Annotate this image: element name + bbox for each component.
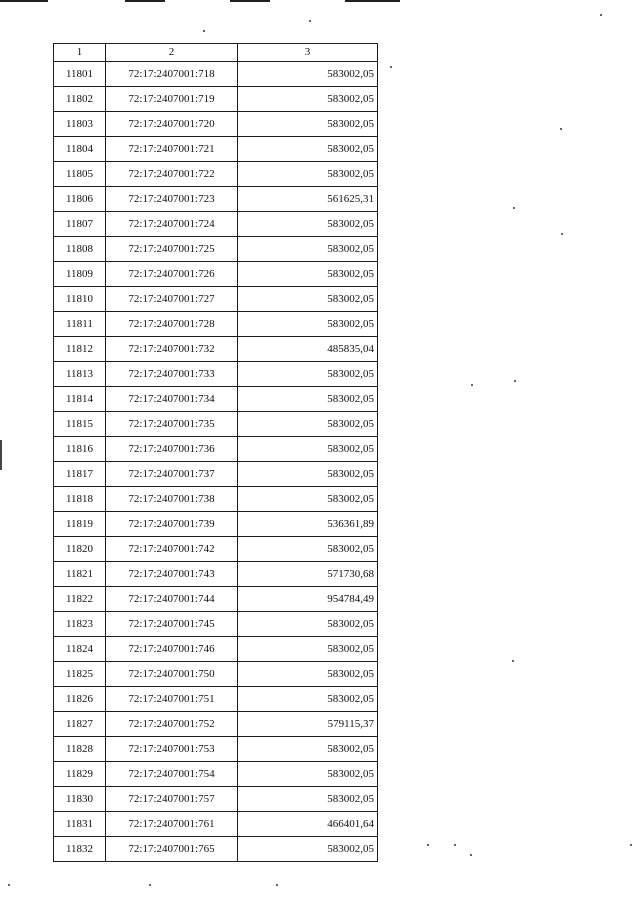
- cadastral-value: 571730,68: [238, 562, 378, 587]
- table-row: [54, 712, 378, 737]
- table-row: [54, 137, 378, 162]
- cadastral-number: 72:17:2407001:724: [106, 212, 238, 237]
- scan-speck: [512, 660, 514, 662]
- cadastral-value: 583002,05: [238, 312, 378, 337]
- row-number: 11805: [54, 162, 106, 187]
- row-number: 11818: [54, 487, 106, 512]
- row-number: 11812: [54, 337, 106, 362]
- table-row: [54, 87, 378, 112]
- cadastral-number: 72:17:2407001:736: [106, 437, 238, 462]
- cadastral-number: 72:17:2407001:753: [106, 737, 238, 762]
- row-number: 11827: [54, 712, 106, 737]
- table-row: [54, 587, 378, 612]
- cadastral-value: 583002,05: [238, 537, 378, 562]
- row-number: 11808: [54, 237, 106, 262]
- row-number: 11819: [54, 512, 106, 537]
- table-row: [54, 237, 378, 262]
- table-row: [54, 337, 378, 362]
- scan-speck: [276, 884, 278, 886]
- table-row: [54, 487, 378, 512]
- cadastral-value: 583002,05: [238, 437, 378, 462]
- scan-speck: [471, 384, 473, 386]
- cadastral-value: 583002,05: [238, 487, 378, 512]
- cadastral-value: 583002,05: [238, 687, 378, 712]
- scan-speck: [513, 207, 515, 209]
- cadastral-number: 72:17:2407001:754: [106, 762, 238, 787]
- scan-speck: [427, 844, 429, 846]
- cadastral-value: 583002,05: [238, 637, 378, 662]
- cadastral-number: 72:17:2407001:750: [106, 662, 238, 687]
- row-number: 11814: [54, 387, 106, 412]
- row-number: 11825: [54, 662, 106, 687]
- row-number: 11817: [54, 462, 106, 487]
- cadastral-value: 579115,37: [238, 712, 378, 737]
- cadastral-number: 72:17:2407001:726: [106, 262, 238, 287]
- scan-speck: [149, 884, 151, 886]
- cadastral-value: 583002,05: [238, 387, 378, 412]
- row-number: 11829: [54, 762, 106, 787]
- cadastral-value: 583002,05: [238, 287, 378, 312]
- cadastral-number: 72:17:2407001:723: [106, 187, 238, 212]
- table-row: [54, 662, 378, 687]
- row-number: 11816: [54, 437, 106, 462]
- scan-top-rule: [0, 0, 48, 2]
- table-row: [54, 762, 378, 787]
- row-number: 11821: [54, 562, 106, 587]
- cadastral-value: 485835,04: [238, 337, 378, 362]
- cadastral-value: 583002,05: [238, 212, 378, 237]
- row-number: 11811: [54, 312, 106, 337]
- scan-top-rule: [125, 0, 165, 2]
- row-number: 11809: [54, 262, 106, 287]
- cadastral-number: 72:17:2407001:739: [106, 512, 238, 537]
- scan-speck: [630, 844, 632, 846]
- table-row: [54, 387, 378, 412]
- cadastral-value: 583002,05: [238, 162, 378, 187]
- cadastral-value: 583002,05: [238, 737, 378, 762]
- cadastral-number: 72:17:2407001:727: [106, 287, 238, 312]
- row-number: 11806: [54, 187, 106, 212]
- cadastral-value: 954784,49: [238, 587, 378, 612]
- table-row: [54, 287, 378, 312]
- column-header: 2: [106, 44, 238, 62]
- table-row: [54, 62, 378, 87]
- cadastral-number: 72:17:2407001:737: [106, 462, 238, 487]
- cadastral-number: 72:17:2407001:761: [106, 812, 238, 837]
- scan-speck: [600, 14, 602, 16]
- row-number: 11831: [54, 812, 106, 837]
- cadastral-value-table: [53, 43, 378, 862]
- row-number: 11803: [54, 112, 106, 137]
- cadastral-value: 536361,89: [238, 512, 378, 537]
- scan-speck: [309, 20, 311, 22]
- cadastral-value: 583002,05: [238, 787, 378, 812]
- table-row: [54, 362, 378, 387]
- cadastral-number: 72:17:2407001:742: [106, 537, 238, 562]
- cadastral-number: 72:17:2407001:719: [106, 87, 238, 112]
- row-number: 11824: [54, 637, 106, 662]
- table-row: [54, 737, 378, 762]
- row-number: 11810: [54, 287, 106, 312]
- table-row: [54, 412, 378, 437]
- cadastral-number: 72:17:2407001:722: [106, 162, 238, 187]
- cadastral-value: 583002,05: [238, 62, 378, 87]
- table-row: [54, 212, 378, 237]
- cadastral-number: 72:17:2407001:720: [106, 112, 238, 137]
- cadastral-value: 583002,05: [238, 362, 378, 387]
- scan-speck: [203, 30, 205, 32]
- table-row: [54, 462, 378, 487]
- cadastral-value: 583002,05: [238, 612, 378, 637]
- row-number: 11802: [54, 87, 106, 112]
- column-header: 1: [54, 44, 106, 62]
- cadastral-number: 72:17:2407001:751: [106, 687, 238, 712]
- row-number: 11801: [54, 62, 106, 87]
- table-row: [54, 812, 378, 837]
- cadastral-number: 72:17:2407001:743: [106, 562, 238, 587]
- cadastral-value: 583002,05: [238, 137, 378, 162]
- cadastral-number: 72:17:2407001:744: [106, 587, 238, 612]
- scan-speck: [8, 884, 10, 886]
- scan-top-rule: [230, 0, 270, 2]
- table-row: [54, 537, 378, 562]
- cadastral-number: 72:17:2407001:746: [106, 637, 238, 662]
- table-row: [54, 262, 378, 287]
- table-row: [54, 112, 378, 137]
- row-number: 11807: [54, 212, 106, 237]
- scan-top-rule: [345, 0, 400, 2]
- table-row: [54, 612, 378, 637]
- cadastral-number: 72:17:2407001:725: [106, 237, 238, 262]
- table-row: [54, 687, 378, 712]
- cadastral-number: 72:17:2407001:765: [106, 837, 238, 862]
- cadastral-value: 466401,64: [238, 812, 378, 837]
- table-row: [54, 312, 378, 337]
- cadastral-value: 583002,05: [238, 837, 378, 862]
- scan-speck: [514, 380, 516, 382]
- cadastral-number: 72:17:2407001:733: [106, 362, 238, 387]
- cadastral-number: 72:17:2407001:745: [106, 612, 238, 637]
- column-header: 3: [238, 44, 378, 62]
- scan-speck: [560, 128, 562, 130]
- cadastral-value: 583002,05: [238, 262, 378, 287]
- cadastral-number: 72:17:2407001:757: [106, 787, 238, 812]
- cadastral-value: 583002,05: [238, 87, 378, 112]
- table-row: [54, 162, 378, 187]
- cadastral-value: 583002,05: [238, 462, 378, 487]
- cadastral-number: 72:17:2407001:734: [106, 387, 238, 412]
- cadastral-value: 583002,05: [238, 112, 378, 137]
- scan-speck: [454, 844, 456, 846]
- table-row: [54, 512, 378, 537]
- table-row: [54, 187, 378, 212]
- cadastral-number: 72:17:2407001:732: [106, 337, 238, 362]
- table-row: [54, 837, 378, 862]
- cadastral-number: 72:17:2407001:718: [106, 62, 238, 87]
- cadastral-number: 72:17:2407001:735: [106, 412, 238, 437]
- cadastral-value: 583002,05: [238, 762, 378, 787]
- cadastral-value: 561625,31: [238, 187, 378, 212]
- scan-speck: [561, 233, 563, 235]
- row-number: 11830: [54, 787, 106, 812]
- row-number: 11815: [54, 412, 106, 437]
- table-row: [54, 437, 378, 462]
- scan-speck: [390, 66, 392, 68]
- cadastral-value: 583002,05: [238, 662, 378, 687]
- row-number: 11804: [54, 137, 106, 162]
- cadastral-number: 72:17:2407001:721: [106, 137, 238, 162]
- cadastral-number: 72:17:2407001:738: [106, 487, 238, 512]
- table-header-row: [54, 44, 378, 62]
- row-number: 11813: [54, 362, 106, 387]
- row-number: 11820: [54, 537, 106, 562]
- scan-edge-mark: [0, 440, 2, 470]
- table-row: [54, 787, 378, 812]
- cadastral-number: 72:17:2407001:752: [106, 712, 238, 737]
- cadastral-value: 583002,05: [238, 412, 378, 437]
- row-number: 11832: [54, 837, 106, 862]
- row-number: 11822: [54, 587, 106, 612]
- row-number: 11828: [54, 737, 106, 762]
- row-number: 11823: [54, 612, 106, 637]
- row-number: 11826: [54, 687, 106, 712]
- table-row: [54, 562, 378, 587]
- cadastral-number: 72:17:2407001:728: [106, 312, 238, 337]
- scan-speck: [470, 854, 472, 856]
- cadastral-value: 583002,05: [238, 237, 378, 262]
- table-row: [54, 637, 378, 662]
